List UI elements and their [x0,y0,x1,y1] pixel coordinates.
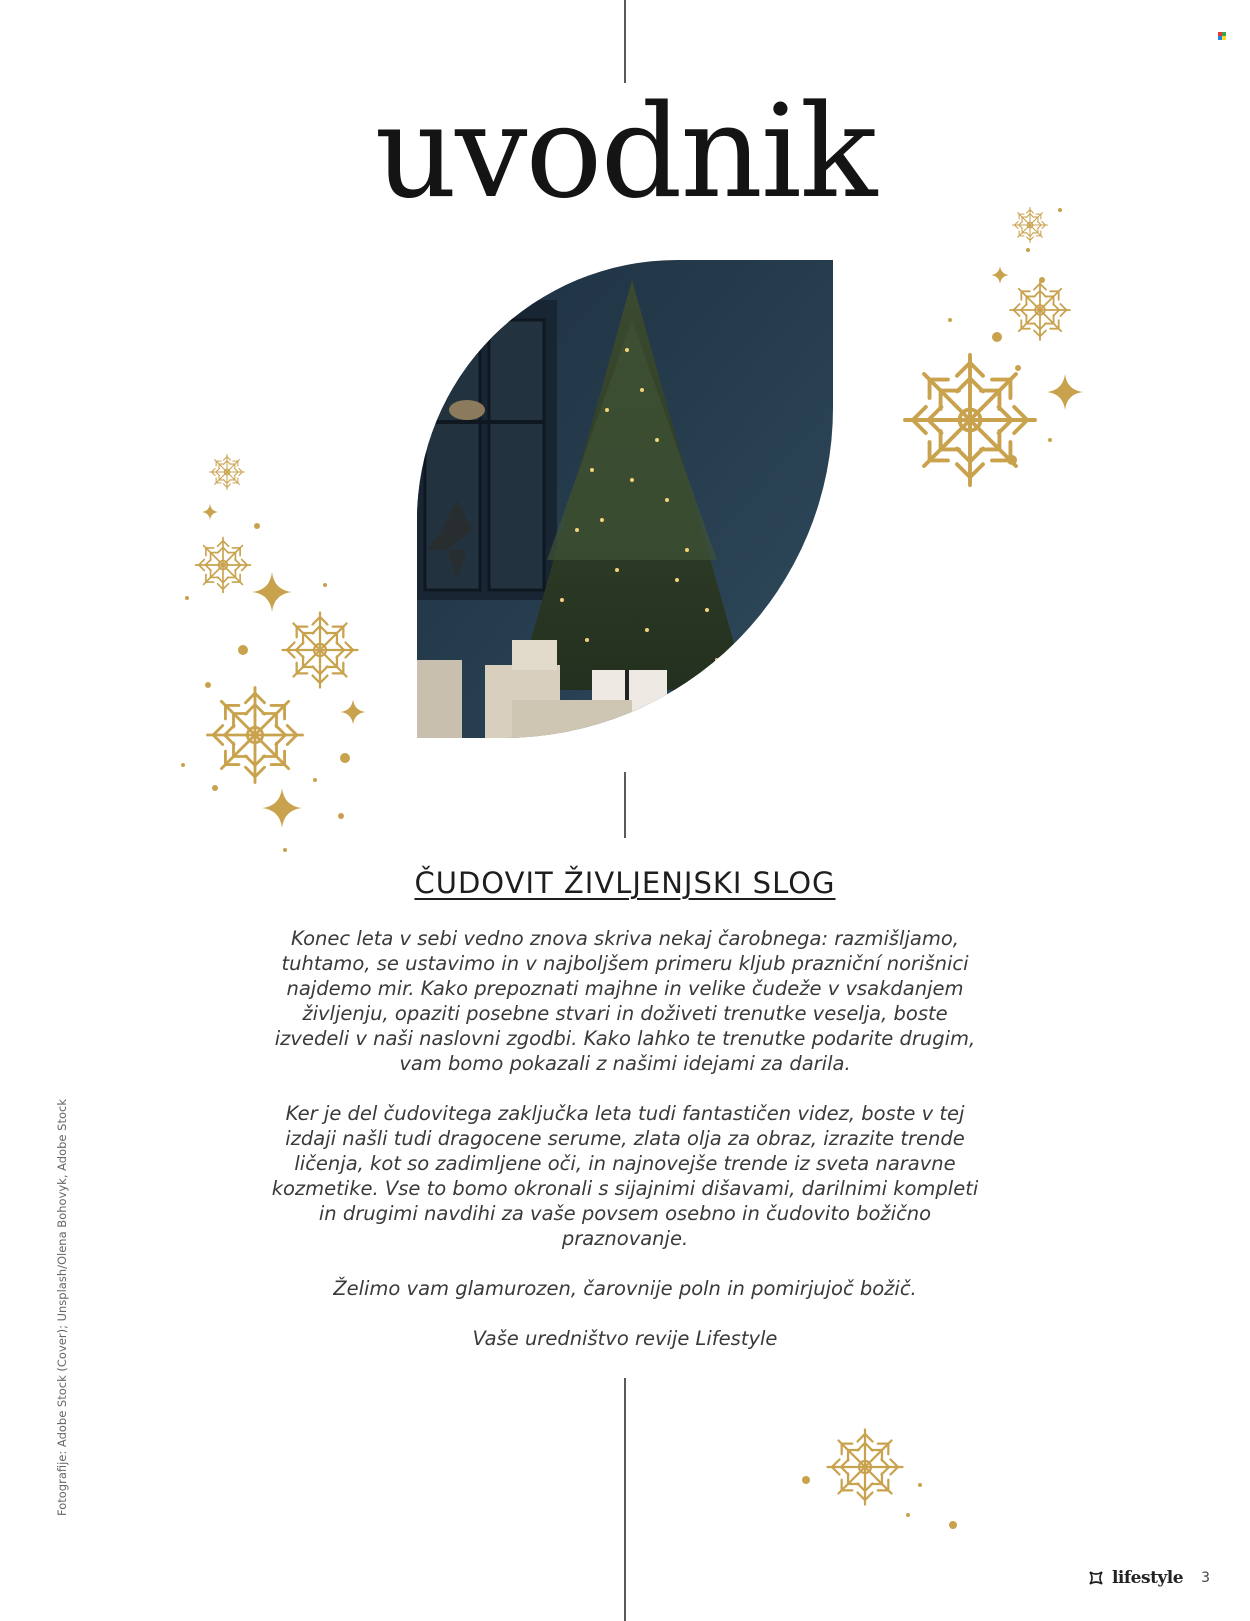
snowflake-icon [196,538,251,593]
christmas-tree-illustration [417,260,833,738]
page-footer [1088,1568,1210,1588]
sparkle-star-icon [991,266,1009,284]
sparkle-star-icon [1047,374,1083,410]
brand-name: lifestyle [1111,1568,1184,1588]
paragraph-1: Konec leta v sebi vedno znova skriva nekaj čarobnega: razmišljamo, tuhtamo, se ustavimo in v najboljšem primeru kljub prazniční norišnici najdemo mir. Kako prepoznati majhne in velike čudeže v vsakdanjem življenju, opaziti posebne stvari in doživeti trenutke veselja, boste izvedeli v naši naslovni zgodbi. Kako lahko te trenutke podarite drugim, vam bomo pokazali z našimi idejami za darila. [274,927,976,1075]
page-number: 3 [1201,1570,1210,1586]
paragraph-3: Želimo vam glamurozen, čarovnije poln in pomirjujoč božič. [333,1277,917,1300]
editorial-body [265,926,985,1376]
article-headline [0,866,1250,900]
top-divider-line [624,0,626,83]
page-title: uvodnik [374,78,876,227]
headline-text: ČUDOVIT ŽIVLJENJSKI SLOG [414,866,836,900]
christmas-tree-photo [417,260,833,738]
snowflake-icon [210,455,245,490]
snowflake-icon [828,1430,903,1505]
corner-color-mark [1218,32,1226,40]
signature: Vaše uredništvo revije Lifestyle [472,1327,778,1350]
snowflake-icon [905,355,1035,485]
snowflake-cluster-right [890,200,1110,500]
sparkle-star-icon [262,788,302,828]
paragraph-2: Ker je del čudovitega zaključka leta tudi fantastičen videz, boste v tej izdaji našli tudi dragocene serume, zlata olja za obraz, izrazite trende ličenja, kot so zadimljene oči, in najnovejše trende iz sveta naravne kozmetike. Vse to bomo okronali s sijajnimi dišavami, darilnimi kompleti in drugimi navdihi za vaše povsem osebno in čudovito božično praznovanje. [271,1102,979,1250]
snowflake-cluster-bottom [790,1410,970,1530]
mid-divider-line [624,772,626,838]
sparkle-star-icon [252,572,292,612]
sparkle-star-icon [340,699,365,724]
snowflake-icon [1010,280,1070,340]
lifestyle-logo-icon [1088,1570,1104,1586]
snowflake-cluster-left [175,440,375,860]
snowflake-icon [283,613,358,688]
photo-credits: Fotografije: Adobe Stock (Cover); Unsplash/Olena Bohovyk, Adobe Stock [55,1099,69,1516]
bottom-divider-line [624,1378,626,1621]
snowflake-icon [1013,208,1048,243]
sparkle-star-icon [202,504,218,520]
snowflake-icon [208,688,303,783]
